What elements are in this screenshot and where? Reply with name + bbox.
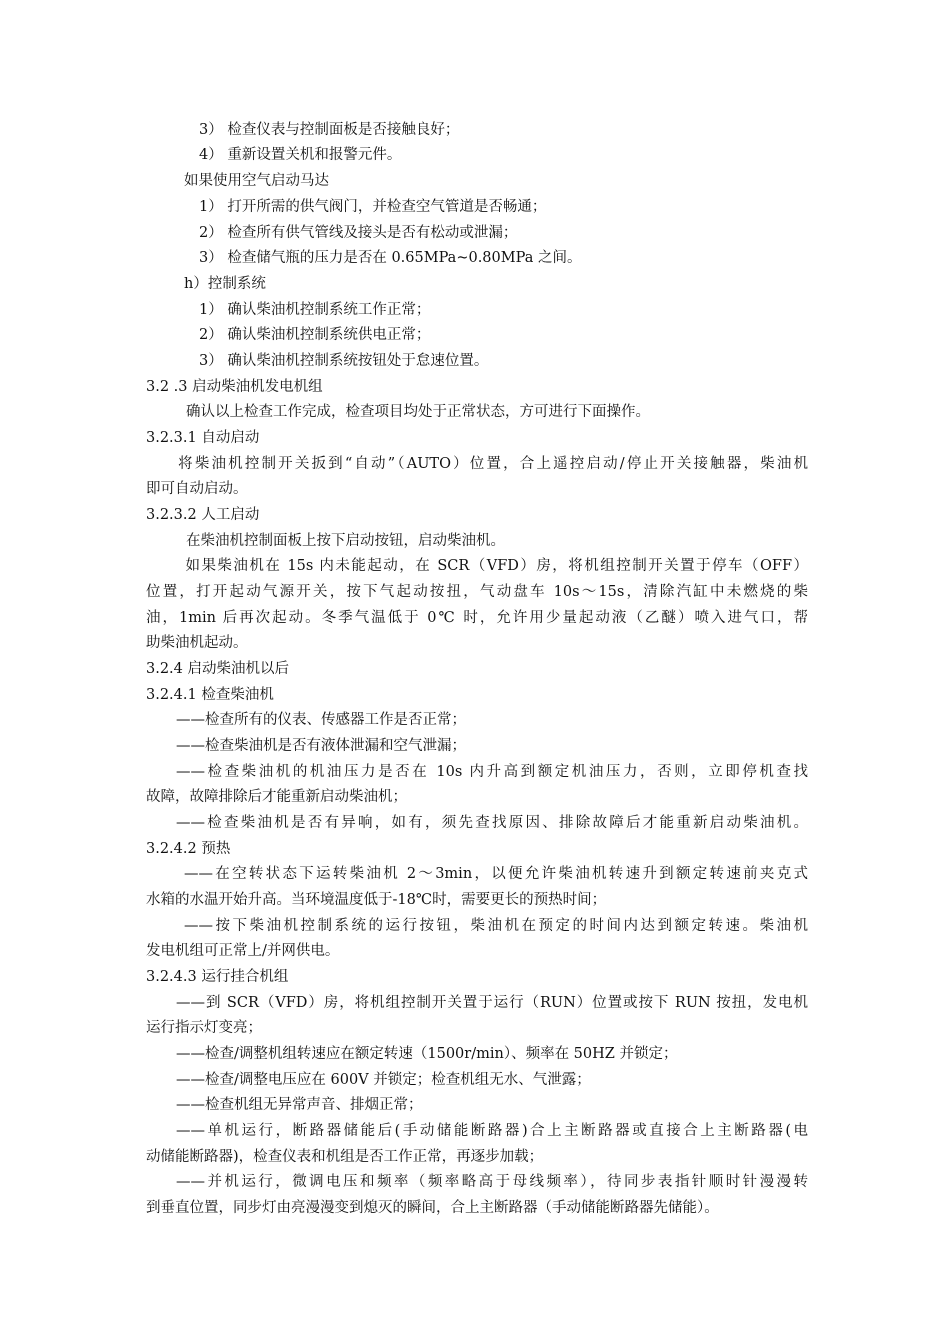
text-line: 即可自动启动。: [146, 481, 248, 497]
text-line: 4） 重新设置关机和报警元件。: [199, 147, 402, 163]
text-line: ——在空转状态下运转柴油机 2～3min，以便允许柴油机转速升到额定转速前夹克式: [184, 866, 808, 882]
text-line: 运行指示灯变亮；: [146, 1020, 262, 1036]
text-line: ——检查/调整机组转速应在额定转速（1500r/min）、频率在 50HZ 并锁定；: [176, 1046, 678, 1062]
section-heading: 3.2.4 启动柴油机以后: [146, 661, 290, 677]
text-line: ——并机运行，微调电压和频率（频率略高于母线频率），待同步表指针顺时针漫漫转: [176, 1174, 808, 1190]
text-line: 确认以上检查工作完成，检查项目均处于正常状态，方可进行下面操作。: [186, 404, 650, 420]
text-line: ——检查柴油机是否有液体泄漏和空气泄漏；: [176, 738, 466, 754]
text-line: 3） 检查仪表与控制面板是否接触良好；: [199, 122, 460, 138]
text-line: 发电机组可正常上/并网供电。: [146, 943, 340, 959]
text-line: 油，1min 后再次起动。冬季气温低于 0℃ 时，允许用少量起动液（乙醚）喷入进气口，帮: [146, 610, 808, 626]
section-heading: 3.2.3.2 人工启动: [146, 507, 260, 523]
text-line: ——按下柴油机控制系统的运行按钮，柴油机在预定的时间内达到额定转速。柴油机: [184, 918, 808, 934]
text-line: 将柴油机控制开关扳到“自动”（AUTO）位置，合上遥控启动/停止开关接触器，柴油机: [176, 456, 808, 472]
text-line: 位置，打开起动气源开关，按下气起动按扭，气动盘车 10s～15s，清除汽缸中未燃烧的柴: [146, 584, 808, 600]
text-line: ——单机运行，断路器储能后(手动储能断路器)合上主断路器或直接合上主断路器(电: [176, 1123, 808, 1139]
text-line: ——检查所有的仪表、传感器工作是否正常；: [176, 712, 466, 728]
text-line: 到垂直位置，同步灯由亮漫漫变到熄灭的瞬间，合上主断路器（手动储能断路器先储能）。: [146, 1200, 719, 1216]
text-line: 2） 确认柴油机控制系统供电正常；: [199, 327, 431, 343]
text-line: 动储能断路器)，检查仪表和机组是否工作正常，再逐步加载；: [146, 1149, 544, 1165]
text-line: 故障，故障排除后才能重新启动柴油机；: [146, 789, 407, 805]
text-line: 在柴油机控制面板上按下启动按钮，启动柴油机。: [186, 533, 505, 549]
text-line: 1） 打开所需的供气阀门，并检查空气管道是否畅通；: [199, 199, 547, 215]
text-line: 如果使用空气启动马达: [184, 173, 329, 189]
text-line: 2） 检查所有供气管线及接头是否有松动或泄漏；: [199, 225, 518, 241]
section-heading: 3.2.4.1 检查柴油机: [146, 687, 274, 703]
text-line: ——检查柴油机的机油压力是否在 10s 内升高到额定机油压力，否则，立即停机查找: [176, 764, 808, 780]
text-line: 水箱的水温开始升高。当环境温度低于-18℃时，需要更长的预热时间；: [146, 892, 607, 908]
text-line: 3） 检查储气瓶的压力是否在 0.65MPa~0.80MPa 之间。: [199, 250, 582, 266]
text-line: ——检查机组无异常声音、排烟正常；: [176, 1097, 423, 1113]
section-heading: 3.2.4.3 运行挂合机组: [146, 969, 289, 985]
text-line: ——检查柴油机是否有异响，如有，须先查找原因、排除故障后才能重新启动柴油机。: [176, 815, 808, 831]
text-line: ——到 SCR（VFD）房，将机组控制开关置于运行（RUN）位置或按下 RUN 按扭，发电机: [176, 995, 808, 1011]
text-line: ——检查/调整电压应在 600V 并锁定；检查机组无水、气泄露；: [176, 1072, 591, 1088]
section-heading: 3.2.4.2 预热: [146, 841, 231, 857]
text-line: 如果柴油机在 15s 内未能起动，在 SCR（VFD）房，将机组控制开关置于停车（OFF）: [184, 558, 808, 574]
text-line: 1） 确认柴油机控制系统工作正常；: [199, 302, 431, 318]
text-line: 3） 确认柴油机控制系统按钮处于怠速位置。: [199, 353, 489, 369]
section-heading: 3.2 .3 启动柴油机发电机组: [146, 379, 323, 395]
text-line: 助柴油机起动。: [146, 635, 248, 651]
section-heading: 3.2.3.1 自动启动: [146, 430, 260, 446]
section-heading: h）控制系统: [184, 276, 266, 292]
